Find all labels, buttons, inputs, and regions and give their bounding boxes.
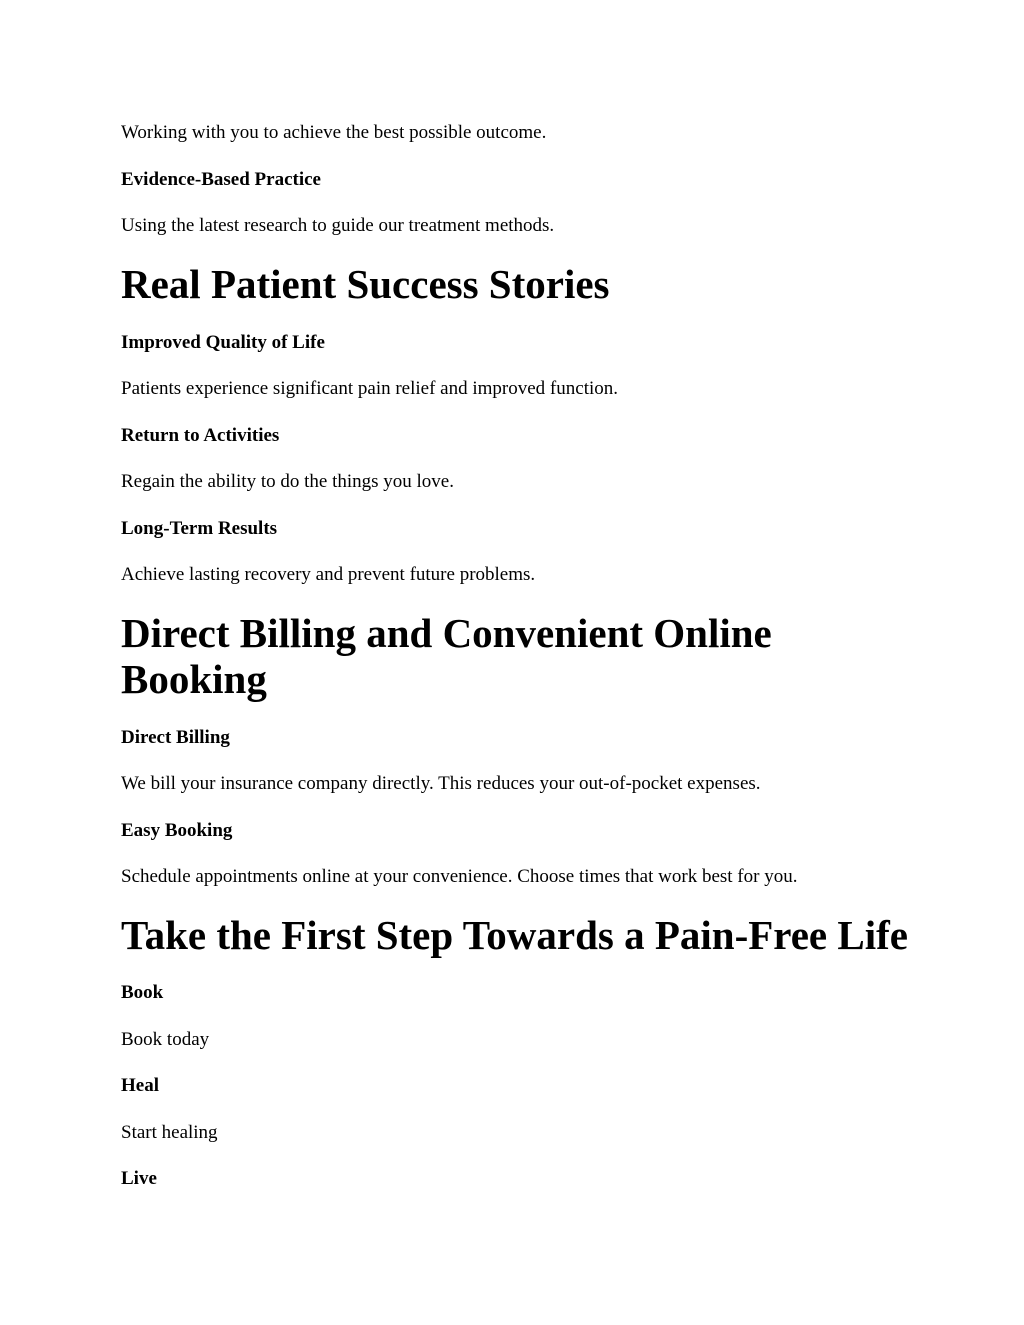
billing-section-title: Direct Billing and Convenient Online Booking	[121, 610, 772, 702]
billing-item-heading: Easy Booking	[121, 820, 233, 841]
success-item-text: Achieve lasting recovery and prevent future problems.	[121, 564, 536, 585]
success-item-text: Regain the ability to do the things you love.	[121, 471, 454, 492]
billing-item-text: Schedule appointments online at your convenience. Choose times that work best for you.	[121, 866, 798, 887]
evidence-text: Using the latest research to guide our treatment methods.	[121, 215, 555, 236]
cta-item-heading: Live	[121, 1168, 157, 1189]
evidence-heading: Evidence-Based Practice	[121, 169, 321, 190]
success-item-heading: Long-Term Results	[121, 518, 278, 539]
success-item-text: Patients experience significant pain relief and improved function.	[121, 378, 618, 399]
cta-item-heading: Heal	[121, 1075, 159, 1096]
success-item-heading: Improved Quality of Life	[121, 332, 325, 353]
cta-item-heading: Book	[121, 982, 164, 1003]
cta-item-text: Book today	[121, 1029, 210, 1050]
success-section-title: Real Patient Success Stories	[121, 261, 610, 307]
billing-item-text: We bill your insurance company directly. This reduces your out-of-pocket expenses.	[121, 773, 761, 794]
cta-item-text: Start healing	[121, 1122, 218, 1143]
billing-item-heading: Direct Billing	[121, 727, 230, 748]
success-item-heading: Return to Activities	[121, 425, 280, 446]
cta-section-title: Take the First Step Towards a Pain-Free Life	[121, 912, 908, 958]
collaboration-text: Working with you to achieve the best possible outcome.	[121, 122, 547, 143]
